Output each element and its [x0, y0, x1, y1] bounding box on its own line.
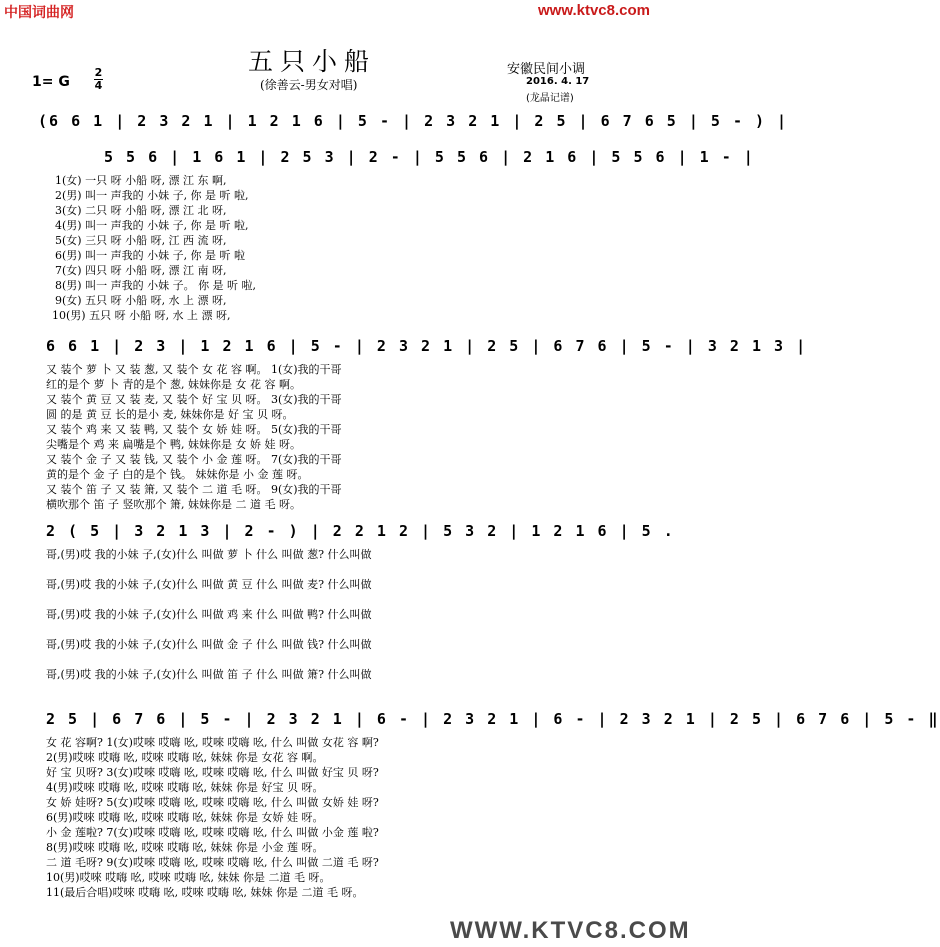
watermark-top-right: www.ktvc8.com — [538, 2, 650, 19]
lyric-line: 2(男) 叫一 声我的 小妹 子, 你 是 听 啦, — [55, 189, 249, 202]
lyric-line: 5(女) 三只 呀 小船 呀, 江 西 流 呀, — [55, 234, 227, 247]
lyric-line: 黄的是个 金 子 白的是个 钱。 妹妹你是 小 金 莲 呀。 — [46, 468, 309, 481]
lyric-line: 又 装个 金 子 又 装 钱, 又 装个 小 金 莲 呀。 7(女)我的干哥 — [46, 453, 342, 466]
recorder-credit: (龙晶记谱) — [526, 93, 574, 104]
transcription-date: 2016. 4. 17 — [526, 76, 590, 87]
watermark-top-left: 中国词曲网 — [4, 5, 74, 21]
key-signature: 1= G — [32, 74, 70, 90]
time-denominator: 4 — [94, 79, 103, 92]
lyric-line: 1(女) 一只 呀 小船 呀, 漂 江 东 啊, — [55, 174, 227, 187]
lyric-line: 10(男)哎唻 哎嗨 吆, 哎唻 哎嗨 吆, 妹妹 你是 二道 毛 呀。 — [46, 871, 331, 884]
lyric-line: 又 装个 黄 豆 又 装 麦, 又 装个 好 宝 贝 呀。 3(女)我的干哥 — [46, 393, 342, 406]
lyric-line: 哥,(男)哎 我的小妹 子,(女)什么 叫做 萝 卜 什么 叫做 葱? 什么叫做 — [46, 548, 372, 561]
lyric-line: 小 金 莲啦? 7(女)哎唻 哎嗨 吆, 哎唻 哎嗨 吆, 什么 叫做 小金 莲 啦? — [46, 826, 379, 839]
time-numerator: 2 — [94, 66, 103, 79]
notation-line: 6 6 1 | 2 3 | 1 2 1 6 | 5 - | 2 3 2 1 | 2 5 | 6 7 6 | 5 - | 3 2 1 3 | — [46, 337, 808, 355]
lyric-line: 好 宝 贝呀? 3(女)哎唻 哎嗨 吆, 哎唻 哎嗨 吆, 什么 叫做 好宝 贝 呀? — [46, 766, 379, 779]
watermark-bottom: WWW.KTVC8.COM — [450, 917, 691, 944]
lyric-line: 8(男)哎唻 哎嗨 吆, 哎唻 哎嗨 吆, 妹妹 你是 小金 莲 呀。 — [46, 841, 324, 854]
notation-line: 2 ( 5 | 3 2 1 3 | 2 - ) | 2 2 1 2 | 5 3 2 | 1 2 1 6 | 5 . — [46, 522, 675, 540]
song-subtitle: (徐善云-男女对唱) — [260, 78, 358, 92]
lyric-line: 女 花 容啊? 1(女)哎唻 哎嗨 吆, 哎唻 哎嗨 吆, 什么 叫做 女花 容 啊? — [46, 736, 379, 749]
lyric-line: 7(女) 四只 呀 小船 呀, 漂 江 南 呀, — [55, 264, 227, 277]
notation-line: 5 5 6 | 1 6 1 | 2 5 3 | 2 - | 5 5 6 | 2 1 6 | 5 5 6 | 1 - | — [104, 148, 755, 166]
lyric-line: 6(男)哎唻 哎嗨 吆, 哎唻 哎嗨 吆, 妹妹 你是 女娇 娃 呀。 — [46, 811, 324, 824]
lyric-line: 女 娇 娃呀? 5(女)哎唻 哎嗨 吆, 哎唻 哎嗨 吆, 什么 叫做 女娇 娃 呀? — [46, 796, 379, 809]
lyric-line: 4(男)哎唻 哎嗨 吆, 哎唻 哎嗨 吆, 妹妹 你是 好宝 贝 呀。 — [46, 781, 324, 794]
lyric-line: 又 装个 萝 卜 又 装 葱, 又 装个 女 花 容 啊。 1(女)我的干哥 — [46, 363, 342, 376]
lyric-line: 10(男) 五只 呀 小船 呀, 水 上 漂 呀, — [52, 309, 231, 322]
lyric-line: 横吹那个 笛 子 竖吹那个 箫, 妹妹你是 二 道 毛 呀。 — [46, 498, 301, 511]
song-origin: 安徽民间小调 — [507, 62, 586, 77]
lyric-line: 哥,(男)哎 我的小妹 子,(女)什么 叫做 黄 豆 什么 叫做 麦? 什么叫做 — [46, 578, 372, 591]
song-title: 五只小船 — [248, 47, 377, 76]
notation-line: (6 6 1 | 2 3 2 1 | 1 2 1 6 | 5 - | 2 3 2 1 | 2 5 | 6 7 6 5 | 5 - ) | — [38, 112, 789, 130]
notation-line: 2 5 | 6 7 6 | 5 - | 2 3 2 1 | 6 - | 2 3 2 1 | 6 - | 2 3 2 1 | 2 5 | 6 7 6 | 5 - ‖ — [46, 710, 940, 728]
lyric-line: 又 装个 笛 子 又 装 箫, 又 装个 二 道 毛 呀。 9(女)我的干哥 — [46, 483, 342, 496]
lyric-line: 6(男) 叫一 声我的 小妹 子, 你 是 听 啦 — [55, 249, 246, 262]
lyric-line: 4(男) 叫一 声我的 小妹 子, 你 是 听 啦, — [55, 219, 249, 232]
lyric-line: 圆 的是 黄 豆 长的是小 麦, 妹妹你是 好 宝 贝 呀。 — [46, 408, 294, 421]
lyric-line: 尖嘴是个 鸡 来 扁嘴是个 鸭, 妹妹你是 女 娇 娃 呀。 — [46, 438, 301, 451]
lyric-line: 2(男)哎唻 哎嗨 吆, 哎唻 哎嗨 吆, 妹妹 你是 女花 容 啊。 — [46, 751, 324, 764]
lyric-line: 9(女) 五只 呀 小船 呀, 水 上 漂 呀, — [55, 294, 227, 307]
lyric-line: 哥,(男)哎 我的小妹 子,(女)什么 叫做 金 子 什么 叫做 钱? 什么叫做 — [46, 638, 372, 651]
lyric-line: 又 装个 鸡 来 又 装 鸭, 又 装个 女 娇 娃 呀。 5(女)我的干哥 — [46, 423, 342, 436]
lyric-line: 哥,(男)哎 我的小妹 子,(女)什么 叫做 笛 子 什么 叫做 箫? 什么叫做 — [46, 668, 372, 681]
time-signature — [94, 68, 103, 91]
lyric-line: 二 道 毛呀? 9(女)哎唻 哎嗨 吆, 哎唻 哎嗨 吆, 什么 叫做 二道 毛 呀? — [46, 856, 379, 869]
lyric-line: 3(女) 二只 呀 小船 呀, 漂 江 北 呀, — [55, 204, 227, 217]
lyric-line: 11(最后合唱)哎唻 哎嗨 吆, 哎唻 哎嗨 吆, 妹妹 你是 二道 毛 呀。 — [46, 886, 364, 899]
lyric-line: 8(男) 叫一 声我的 小妹 子。 你 是 听 啦, — [55, 279, 257, 292]
lyric-line: 红的是个 萝 卜 青的是个 葱, 妹妹你是 女 花 容 啊。 — [46, 378, 301, 391]
lyric-line: 哥,(男)哎 我的小妹 子,(女)什么 叫做 鸡 来 什么 叫做 鸭? 什么叫做 — [46, 608, 372, 621]
